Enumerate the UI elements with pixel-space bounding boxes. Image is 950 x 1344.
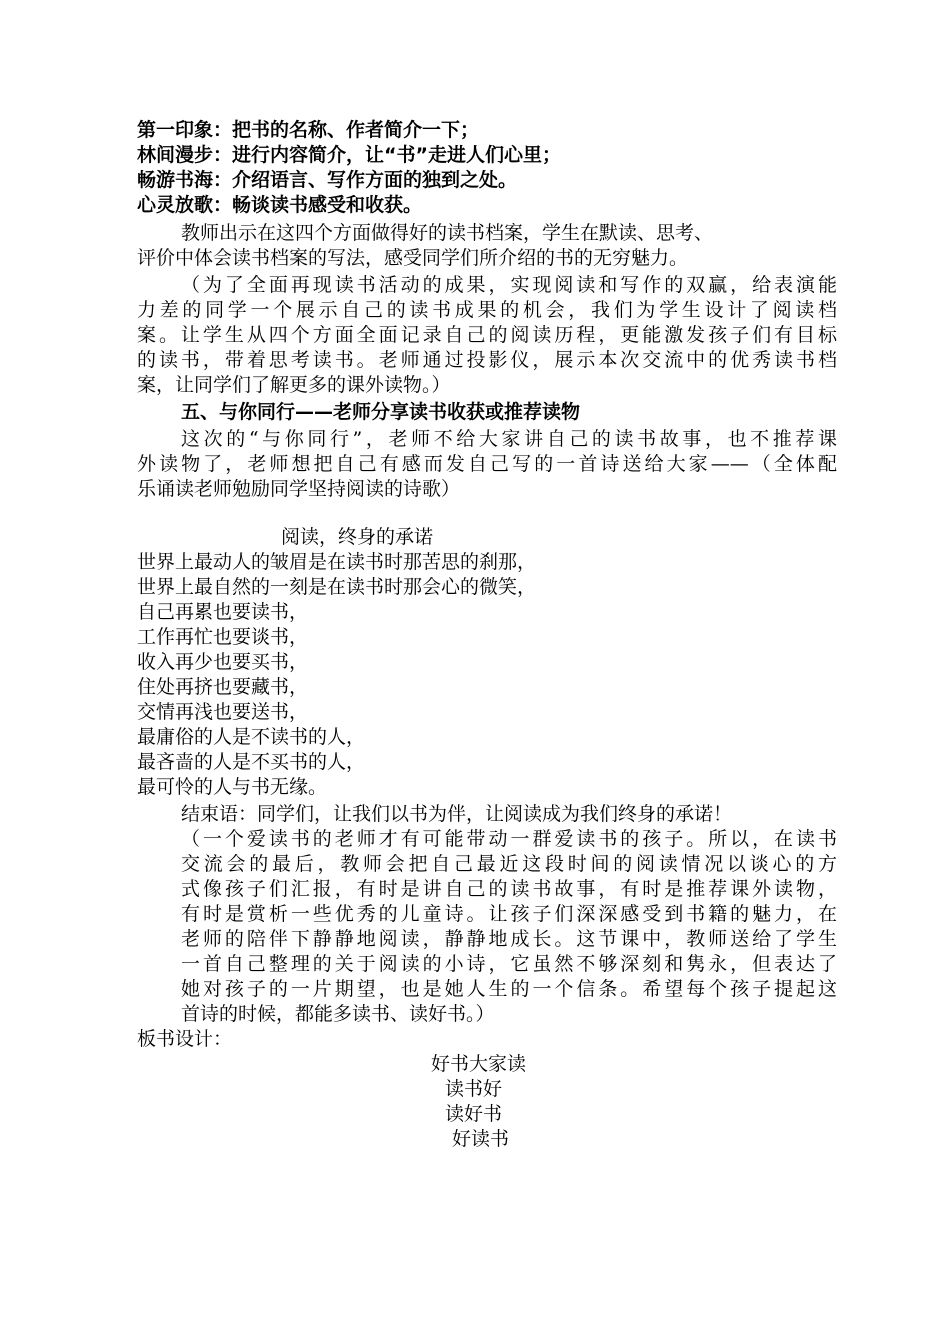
paragraph-line: 一首自己整理的关于阅读的小诗，它虽然不够深刻和隽永，但表达了 [181, 953, 837, 975]
board-line: 读好书 [445, 1103, 503, 1125]
poem-line: 世界上最自然的一刻是在读书时那会心的微笑， [137, 576, 537, 598]
paragraph-line: （一个爱读书的老师才有可能带动一群爱读书的孩子。所以，在读书 [181, 828, 837, 850]
board-line: 好书大家读 [431, 1053, 527, 1075]
paragraph-line: 评价中体会读书档案的写法，感受同学们所介绍的书的无穷魅力。 [137, 247, 689, 269]
paragraph-line: 力差的同学一个展示自己的读书成果的机会，我们为学生设计了阅读档 [137, 299, 837, 321]
heading-item-book-sea: 畅游书海：介绍语言、写作方面的独到之处。 [137, 169, 518, 191]
poem-title: 阅读，终身的承诺 [281, 526, 434, 548]
poem-line: 住处再挤也要藏书， [137, 676, 309, 698]
paragraph-line: 教师出示在这四个方面做得好的读书档案，学生在默读、思考、 [181, 222, 714, 244]
paragraph-line: 案，让同学们了解更多的课外读物。） [137, 374, 451, 396]
section-title: 五、与你同行——老师分享读书收获或推荐读物 [181, 401, 581, 423]
paragraph-line: （为了全面再现读书活动的成果，实现阅读和写作的双赢，给表演能 [181, 274, 837, 296]
board-line: 读书好 [445, 1078, 503, 1100]
paragraph-line: 式像孩子们汇报，有时是讲自己的读书故事，有时是推荐课外读物， [181, 878, 837, 900]
board-line: 好读书 [452, 1128, 510, 1150]
poem-line: 交情再浅也要送书， [137, 701, 309, 723]
poem-line: 工作再忙也要谈书， [137, 626, 309, 648]
paragraph-line: 交流会的最后，教师会把自己最近这段时间的阅读情况以谈心的方 [181, 853, 837, 875]
poem-line: 收入再少也要买书， [137, 651, 309, 673]
board-label: 板书设计： [137, 1028, 233, 1050]
closing-line: 结束语：同学们，让我们以书为伴，让阅读成为我们终身的承诺！ [181, 803, 733, 825]
heading-item-forest-walk: 林间漫步：进行内容简介，让“书”走进人们心里； [137, 144, 561, 166]
paragraph-line: 案。让学生从四个方面全面记录自己的阅读历程，更能激发孩子们有目标 [137, 324, 837, 346]
paragraph-line: 这次的“与你同行”，老师不给大家讲自己的读书故事，也不推荐课 [181, 428, 837, 450]
paragraph-line: 有时是赏析一些优秀的儿童诗。让孩子们深深感受到书籍的魅力，在 [181, 903, 837, 925]
poem-line: 最吝啬的人是不买书的人， [137, 751, 366, 773]
heading-item-heart-song: 心灵放歌：畅谈读书感受和收获。 [137, 194, 423, 216]
poem-line: 自己再累也要读书， [137, 601, 309, 623]
paragraph-line: 外读物了，老师想把自己有感而发自己写的一首诗送给大家——（全体配 [137, 453, 837, 475]
poem-line: 最可怜的人与书无缘。 [137, 776, 328, 798]
paragraph-line: 乐诵读老师勉励同学坚持阅读的诗歌） [137, 478, 461, 500]
heading-item-first-impression: 第一印象：把书的名称、作者简介一下； [137, 119, 480, 141]
paragraph-line: 老师的陪伴下静静地阅读，静静地成长。这节课中，教师送给了学生 [181, 928, 837, 950]
paragraph-line: 的读书，带着思考读书。老师通过投影仪，展示本次交流中的优秀读书档 [137, 349, 837, 371]
paragraph-line: 她对孩子的一片期望，也是她人生的一个信条。希望每个孩子提起这 [181, 978, 837, 1000]
poem-line: 最庸俗的人是不读书的人， [137, 726, 366, 748]
poem-line: 世界上最动人的皱眉是在读书时那苦思的刹那， [137, 551, 537, 573]
paragraph-line: 首诗的时候，都能多读书、读好书。） [181, 1003, 495, 1025]
